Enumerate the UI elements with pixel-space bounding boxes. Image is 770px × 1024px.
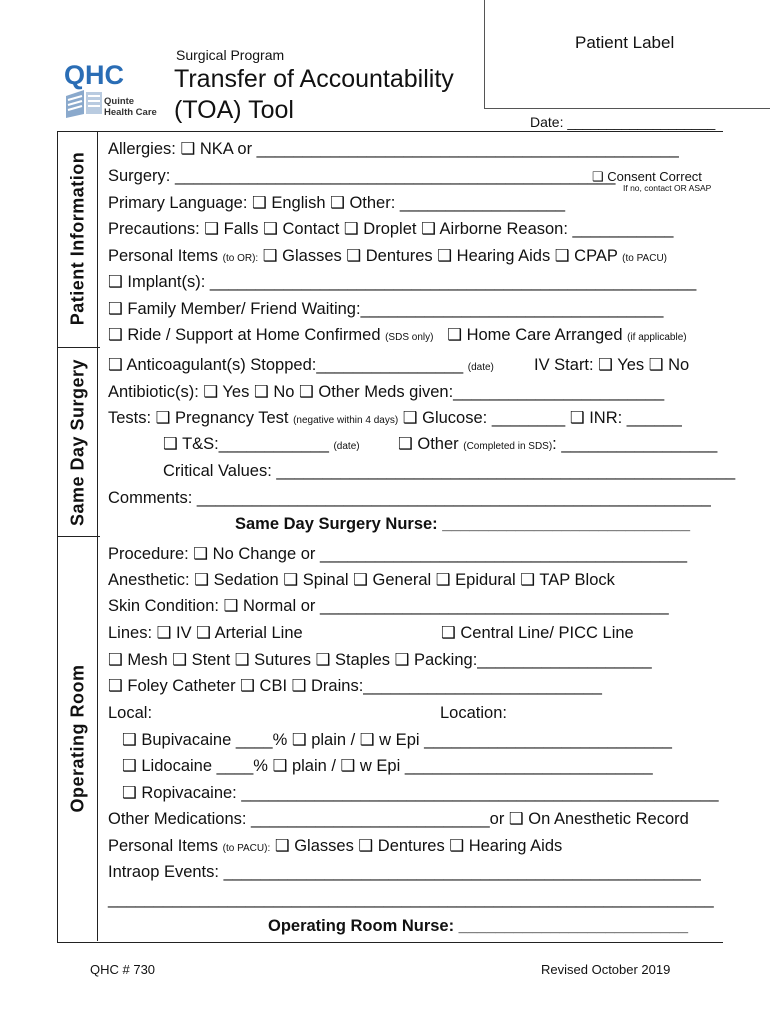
skin-condition-row[interactable]: Skin Condition: ❑ Normal or ______________________________________	[108, 597, 669, 615]
pregnancy-test-checkbox[interactable]: Tests: ❑ Pregnancy Test	[108, 409, 289, 427]
form-number: QHC # 730	[90, 962, 156, 977]
patient-label-box	[484, 0, 770, 109]
logo-sub2: Health Care	[104, 107, 157, 118]
anticoagulant-row[interactable]	[108, 355, 494, 378]
or-personal-items-options[interactable]: ❑ Glasses ❑ Dentures ❑ Hearing Aids	[274, 837, 563, 855]
procedure-row[interactable]: Procedure: ❑ No Change or ________________________________________	[108, 545, 688, 563]
to-or-note: (to OR):	[222, 253, 259, 264]
section-label-operating-room: Operating Room	[67, 664, 88, 813]
glucose-inr-fields[interactable]: ❑ Glucose: ________ ❑ INR: ______	[402, 409, 682, 427]
antibiotics-row[interactable]: Antibiotic(s): ❑ Yes ❑ No ❑ Other Meds given:_______________________	[108, 383, 665, 401]
implants-row[interactable]: ❑ Implant(s): _____________________________________________________	[108, 273, 697, 291]
personal-items-label: Personal Items	[108, 247, 219, 265]
other-test-row[interactable]	[398, 434, 717, 457]
ride-support-checkbox[interactable]: ❑ Ride / Support at Home Confirmed	[108, 326, 381, 344]
date-note: (date)	[467, 362, 494, 373]
foley-drains-row[interactable]: ❑ Foley Catheter ❑ CBI ❑ Drains:__________________________	[108, 677, 602, 695]
other-medications-row[interactable]: Other Medications: __________________________or ❑ On Anesthetic Record	[108, 810, 689, 828]
ts-row[interactable]	[163, 434, 360, 457]
family-waiting-row[interactable]: ❑ Family Member/ Friend Waiting:_________________________________	[108, 300, 664, 318]
tests-row[interactable]	[108, 408, 682, 431]
to-pacu-note-2: (to PACU):	[222, 843, 271, 854]
consent-note: If no, contact OR ASAP	[623, 183, 712, 193]
precautions-row[interactable]: Precautions: ❑ Falls ❑ Contact ❑ Droplet ❑ Airborne Reason: ___________	[108, 220, 674, 238]
to-pacu-note: (to PACU)	[622, 253, 667, 264]
surgery-row[interactable]: Surgery: ________________________________________________	[108, 167, 616, 185]
program-name: Surgical Program	[176, 47, 285, 63]
personal-items-row[interactable]	[108, 246, 667, 269]
section-label-patient-info: Patient Information	[67, 151, 88, 326]
other-test-field[interactable]: : _________________	[552, 435, 718, 453]
title-line-2: (TOA) Tool	[174, 96, 294, 124]
ropivacaine-row[interactable]: ❑ Ropivacaine: ____________________________________________________	[122, 784, 719, 802]
patient-label: Patient Label	[575, 33, 675, 52]
page-title	[174, 64, 454, 126]
critical-values-row[interactable]: Critical Values: __________________________________________________	[163, 462, 736, 480]
other-test-checkbox[interactable]: ❑ Other	[398, 435, 459, 453]
ride-support-row[interactable]	[108, 325, 687, 348]
or-nurse-signature[interactable]: Operating Room Nurse: _________________________	[268, 917, 689, 935]
intraop-events-row[interactable]: Intraop Events: ____________________________________________________	[108, 863, 701, 881]
sds-only-note: (SDS only)	[385, 332, 434, 343]
comments-row[interactable]: Comments: ________________________________________________________	[108, 489, 711, 507]
section-label-same-day-surgery: Same Day Surgery	[67, 358, 88, 527]
ts-date-note: (date)	[333, 441, 360, 452]
or-personal-items-row[interactable]	[108, 836, 562, 859]
logo-sub1: Quinte	[104, 96, 135, 107]
location-label: Location:	[440, 704, 507, 722]
allergies-row[interactable]: Allergies: ❑ NKA or ______________________________________________	[108, 140, 679, 158]
mesh-stent-row[interactable]: ❑ Mesh ❑ Stent ❑ Sutures ❑ Staples ❑ Packing:___________________	[108, 651, 652, 669]
anesthetic-row[interactable]: Anesthetic: ❑ Sedation ❑ Spinal ❑ General ❑ Epidural ❑ TAP Block	[108, 571, 615, 589]
anticoagulant-field[interactable]: ❑ Anticoagulant(s) Stopped:________________	[108, 356, 464, 374]
home-care-checkbox[interactable]: ❑ Home Care Arranged	[447, 326, 623, 344]
intraop-events-line-2[interactable]: __________________________________________________________________	[108, 890, 714, 908]
consent-correct-checkbox[interactable]: ❑ Consent Correct	[592, 169, 702, 184]
pregnancy-note: (negative within 4 days)	[293, 415, 399, 426]
date-field[interactable]: Date: ___________________	[530, 114, 716, 130]
revision-date: Revised October 2019	[541, 962, 671, 977]
central-line-checkbox[interactable]: ❑ Central Line/ PICC Line	[441, 624, 634, 642]
lidocaine-row[interactable]: ❑ Lidocaine ____% ❑ plain / ❑ w Epi ___________________________	[122, 757, 653, 775]
sds-nurse-signature[interactable]: Same Day Surgery Nurse: ___________________________	[235, 515, 691, 533]
logo-text: QHC	[64, 60, 124, 90]
iv-start-options[interactable]: IV Start: ❑ Yes ❑ No	[534, 356, 690, 374]
personal-items-options[interactable]: ❑ Glasses ❑ Dentures ❑ Hearing Aids ❑ CPAP	[262, 247, 618, 265]
title-line-1: Transfer of Accountability	[174, 65, 454, 93]
qhc-logo	[64, 58, 174, 120]
local-label: Local:	[108, 704, 153, 722]
lines-row[interactable]: Lines: ❑ IV ❑ Arterial Line	[108, 624, 303, 642]
primary-language-row[interactable]: Primary Language: ❑ English ❑ Other: __________________	[108, 194, 566, 212]
or-personal-items-label: Personal Items	[108, 837, 219, 855]
bupivacaine-row[interactable]: ❑ Bupivacaine ____% ❑ plain / ❑ w Epi ___________________________	[122, 731, 672, 749]
completed-in-sds-note: (Completed in SDS)	[463, 441, 553, 452]
if-applicable-note: (if applicable)	[627, 332, 687, 343]
ts-field[interactable]: ❑ T&S:____________	[163, 435, 329, 453]
